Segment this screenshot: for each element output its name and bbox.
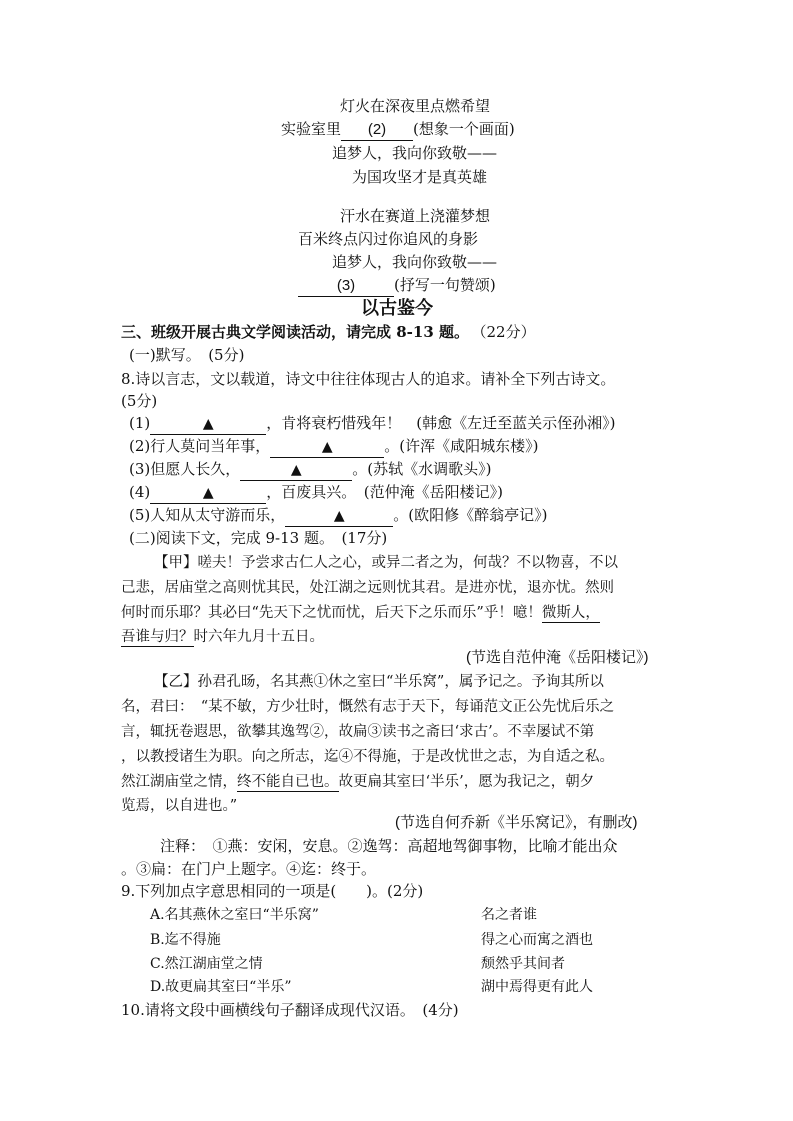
fill-2-source: 。(许浑《咸阳城东楼》) [384,437,539,455]
yi-source: (节选自何乔新《半乐窝记》，有删改) [395,814,638,831]
poem-line-2 [281,119,515,141]
yi-line-5-text: 然江湖庙堂之情， [121,774,237,790]
fill-2 [129,436,538,458]
poem-line-6: 百米终点闪过你追风的身影 [298,230,479,248]
poem-blank-2[interactable]: (2) [341,120,413,141]
triangle-icon: ▲ [290,462,302,478]
poem-line-2-post: (想象一个画面) [413,120,515,138]
fill-2-text: (2)行人莫问当年事， [129,437,271,455]
poem-blank-3[interactable]: (3) [298,276,394,297]
notes-line-1: 注释： ①燕：安闲，安息。②逸驾：高超地驾御事物，比喻才能出众 [160,837,618,855]
yi-underlined: 终不能自已也。 [237,774,339,790]
triangle-icon: ▲ [321,439,333,455]
section-3-title-text: 三、班级开展古典文学阅读活动，请完成 8-13 题。 [121,323,469,341]
q9-option-c-left[interactable]: C.然江湖庙堂之情 [150,956,263,972]
fill-1-blank[interactable] [150,413,266,435]
q9-option-d-left[interactable]: D.故更扁其室曰“半乐” [150,979,292,995]
jia-source: (节选自范仲淹《岳阳楼记》) [466,649,649,666]
fill-5 [129,505,547,527]
triangle-icon: ▲ [333,508,345,524]
fill-5-text: (5)人知从太守游而乐， [129,506,286,524]
q8-score: (5分) [121,392,158,410]
section-heading: 以古鉴今 [361,298,433,319]
jia-line-3 [121,603,600,623]
fill-1 [129,413,615,435]
section-3-title [121,322,536,342]
jia-line-4-text: 时六年九月十五日。 [193,629,324,645]
poem-line-8-post: (抒写一句赞颂) [394,276,496,294]
jia-underlined-2: 吾谁与归？ [121,629,194,645]
fill-5-blank[interactable] [285,505,393,527]
yi-line-5-rest: 故更扁其室曰‘半乐’，愿为我记之，朝夕 [338,774,595,790]
fill-4 [129,482,503,504]
fill-5-source: 。(欧阳修《醉翁亭记》) [393,506,548,524]
poem-line-2-pre: 实验室里 [281,120,342,138]
jia-line-4 [121,627,324,647]
jia-line-2: 己悲，居庙堂之高则忧其民，处江湖之远则忧其君。是进亦忧，退亦忧。然则 [121,580,614,596]
fill-4-blank[interactable] [150,482,266,504]
yi-line-5 [121,772,594,792]
q10-stem: 10.请将文段中画横线句子翻译成现代汉语。 (4分) [121,1001,459,1019]
yi-line-2: 名，君曰： “某不敏，方少壮时，慨然有志于天下，每诵范文正公先忧后乐之 [121,699,615,715]
section-3-score: （22分） [478,323,536,341]
poem-line-1: 灯火在深夜里点燃希望 [340,97,491,115]
fill-3 [129,459,491,481]
fill-1-num: (1) [129,414,151,432]
fill-2-blank[interactable] [270,436,384,458]
yi-line-4: ，以教授诸生为职。向之所志，迄④不得施，于是改忧世之志，为自适之私。 [121,749,614,765]
q9-stem: 9.下列加点字意思相同的一项是( )。(2分) [121,882,424,900]
yi-line-6: 览焉，以自进也。” [121,798,238,814]
triangle-icon: ▲ [202,485,214,501]
fill-3-blank[interactable] [240,459,352,481]
q8-stem: 8.诗以言志，文以载道，诗文中往往体现古人的追求。请补全下列古诗文。 [121,370,616,388]
q9-option-a-left[interactable]: A.名其燕休之室曰“半乐窝” [150,907,319,923]
poem-line-7: 追梦人，我向你致敬—— [332,253,498,271]
poem-line-3: 追梦人，我向你致敬—— [332,144,498,162]
fill-3-source: 。(苏轼《水调歌头》) [352,460,492,478]
fill-3-text: (3)但愿人长久， [129,460,241,478]
fill-4-num: (4) [129,483,151,501]
subsection-2: (二)阅读下文，完成 9-13 题。 (17分) [129,529,388,547]
poem-line-4: 为国攻坚才是真英雄 [352,168,488,186]
q9-option-a-right: 名之者谁 [481,907,537,923]
q9-option-b-right: 得之心而寓之酒也 [481,932,593,948]
notes-line-2: 。③扁：在门户上题字。④迄：终于。 [121,860,377,878]
jia-line-1: 【甲】嗟夫！予尝求古仁人之心，或异二者之为，何哉？不以物喜，不以 [154,555,618,571]
poem-line-5: 汗水在赛道上浇灌梦想 [340,207,491,225]
q9-option-b-left[interactable]: B.迄不得施 [150,932,221,948]
jia-underlined-1: 微斯人， [541,605,600,621]
yi-line-1: 【乙】孙君孔旸，名其燕①休之室曰“半乐窝”，属予记之。予询其所以 [154,674,604,690]
q9-option-d-right: 湖中焉得更有此人 [481,979,593,995]
poem-line-8 [298,275,496,297]
q9-option-c-right: 颓然乎其间者 [481,956,565,972]
jia-line-3-text: 何时而乐耶？其必曰“先天下之忧而忧，后天下之乐而乐”乎！噫！ [121,605,542,621]
fill-1-text: ，肯将衰朽惜残年！ (韩愈《左迁至蓝关示侄孙湘》) [266,414,616,432]
triangle-icon: ▲ [202,416,214,432]
yi-line-3: 言，辄抚卷遐思，欲攀其逸驾②，故扁③读书之斋曰‘求古’。不幸屡试不第 [121,724,595,740]
subsection-1: (一)默写。 (5分) [129,346,245,364]
fill-4-text: ，百废具兴。 (范仲淹《岳阳楼记》) [266,483,503,501]
